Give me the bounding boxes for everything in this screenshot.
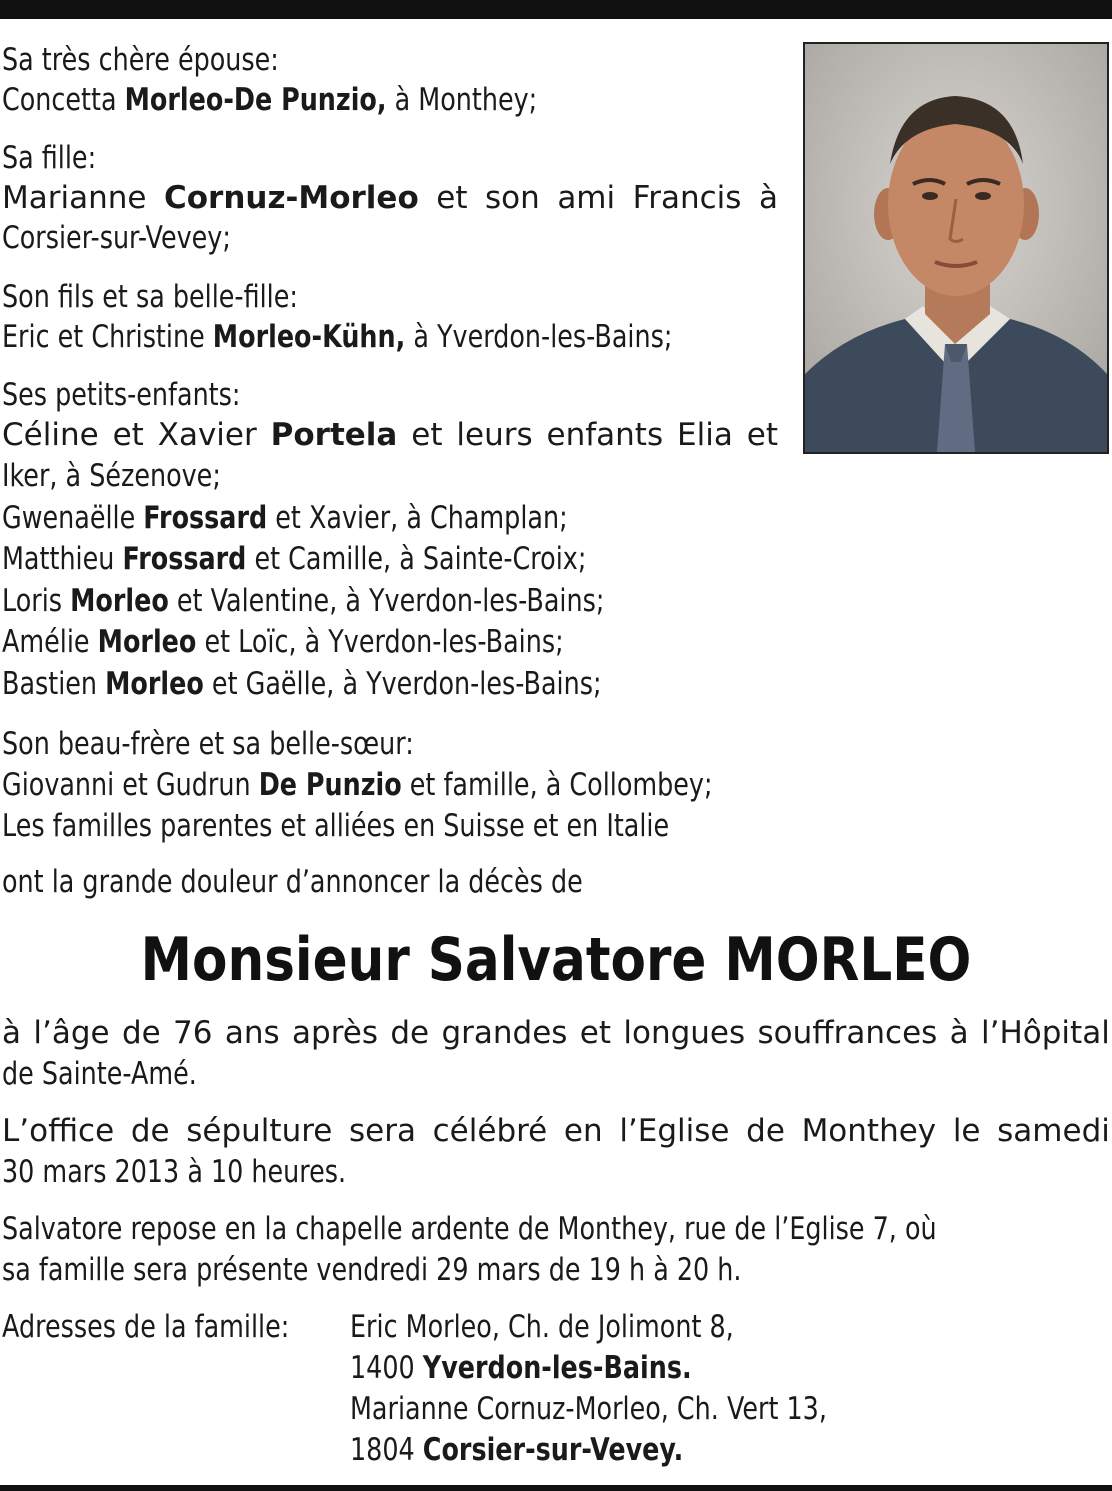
daughter-name: Cornuz-Morleo xyxy=(163,180,419,216)
word: l’Eglise xyxy=(619,1113,730,1149)
word: L’office xyxy=(2,1113,115,1149)
word: enfants xyxy=(546,417,664,453)
word: le xyxy=(952,1113,981,1149)
grandchild-row xyxy=(2,498,568,538)
word: son xyxy=(485,180,540,216)
word: Elia xyxy=(677,417,733,453)
funeral-cont: 30 mars 2013 à 10 heures. xyxy=(2,1154,347,1190)
grandchild-rest: et Xavier, à Champlan; xyxy=(275,500,568,536)
word: l’Hôpital xyxy=(981,1015,1110,1051)
address-1-zip: 1400 xyxy=(350,1350,415,1386)
address-2-line1: Marianne Cornuz-Morleo, Ch. Vert 13, xyxy=(350,1391,827,1427)
son-heading: Son fils et sa belle-fille: xyxy=(2,279,298,315)
word: l’âge xyxy=(33,1015,110,1051)
inlaws-name: De Punzio xyxy=(258,767,402,803)
grandchild-first: Loris xyxy=(2,583,63,619)
son-first: Eric et Christine xyxy=(2,319,205,355)
word: ami xyxy=(557,180,616,216)
wife-name: Morleo-De Punzio, xyxy=(124,82,387,118)
word: célébré xyxy=(432,1113,548,1149)
address-2-line2 xyxy=(350,1430,683,1470)
grandchildren-cont: Iker, à Sézenove; xyxy=(2,458,221,494)
grandchild-name: Frossard xyxy=(143,500,268,536)
wife-first: Concetta xyxy=(2,82,117,118)
portrait-photo xyxy=(803,42,1109,454)
word: à xyxy=(949,1015,969,1051)
word: leurs xyxy=(456,417,533,453)
grandchild-rest: et Valentine, à Yverdon-les-Bains; xyxy=(176,583,605,619)
inlaws-line xyxy=(2,765,713,805)
vigil-line-1: Salvatore repose en la chapelle ardente de Monthey, rue de l’Eglise 7, où xyxy=(2,1211,937,1247)
word: à xyxy=(758,180,778,216)
word: de xyxy=(390,1015,430,1051)
grandchild-first: Bastien xyxy=(2,666,98,702)
word: à xyxy=(2,1015,21,1051)
address-1-line2 xyxy=(350,1348,692,1388)
word: 76 xyxy=(173,1015,213,1051)
address-1-line1: Eric Morleo, Ch. de Jolimont 8, xyxy=(350,1309,734,1345)
age-line xyxy=(2,1013,1110,1053)
grandchild-row xyxy=(2,581,604,621)
grandchild-name: Morleo xyxy=(97,624,197,660)
announce-line: ont la grande douleur d’annoncer la décès de xyxy=(2,864,583,900)
son-place: à Yverdon-les-Bains; xyxy=(413,319,673,355)
grandchild-row xyxy=(2,539,586,579)
word: sera xyxy=(349,1113,416,1149)
grandchild-name: Frossard xyxy=(122,541,247,577)
grandchild-name: Morleo xyxy=(70,583,169,619)
inlaws-first: Giovanni et Gudrun xyxy=(2,767,251,803)
wife-line xyxy=(2,80,537,120)
addresses-label: Adresses de la famille: xyxy=(2,1309,290,1345)
word: Monthey xyxy=(801,1113,937,1149)
grandchildren-line xyxy=(2,415,778,455)
inlaws-rest: et famille, à Collombey; xyxy=(409,767,713,803)
word: et xyxy=(579,1015,612,1051)
word: en xyxy=(563,1113,603,1149)
vigil-line-2: sa famille sera présente vendredi 29 mars de 19 h à 20 h. xyxy=(2,1252,742,1288)
grandchild-name: Morleo xyxy=(105,666,204,702)
word: et xyxy=(746,417,778,453)
daughter-heading: Sa fille: xyxy=(2,140,97,176)
grandchild-row xyxy=(2,664,602,704)
word: Francis xyxy=(632,180,742,216)
word: samedi xyxy=(997,1113,1110,1149)
age-cont: de Sainte-Amé. xyxy=(2,1056,197,1092)
deceased-name-title: Monsieur Salvatore MORLEO xyxy=(140,925,972,995)
address-1-city: Yverdon-les-Bains. xyxy=(422,1350,692,1386)
grandchild-first: Gwenaëlle xyxy=(2,500,136,536)
grandchild-row xyxy=(2,622,564,662)
grandchildren-heading: Ses petits-enfants: xyxy=(2,377,241,413)
grandchild-rest: et Gaëlle, à Yverdon-les-Bains; xyxy=(211,666,602,702)
address-2-city: Corsier-sur-Vevey. xyxy=(422,1432,684,1468)
grandchild-first: Amélie xyxy=(2,624,90,660)
word: ans xyxy=(224,1015,280,1051)
word: grandes xyxy=(441,1015,568,1051)
bottom-rule xyxy=(0,1485,1112,1491)
address-2-zip: 1804 xyxy=(350,1432,415,1468)
wife-place: à Monthey; xyxy=(394,82,538,118)
word: après xyxy=(292,1015,378,1051)
word: Xavier xyxy=(157,417,257,453)
daughter-cont: Corsier-sur-Vevey; xyxy=(2,220,231,256)
word: et xyxy=(436,180,468,216)
grandchild-name: Portela xyxy=(270,417,398,453)
son-line xyxy=(2,317,672,357)
word: Marianne xyxy=(2,180,147,216)
grandchild-rest: et Loïc, à Yverdon-les-Bains; xyxy=(204,624,564,660)
word: longues xyxy=(623,1015,746,1051)
grandchild-rest: et Camille, à Sainte-Croix; xyxy=(254,541,587,577)
daughter-line xyxy=(2,178,778,218)
word: et xyxy=(411,417,443,453)
word: de xyxy=(746,1113,785,1149)
top-rule xyxy=(0,0,1112,19)
son-name: Morleo-Kühn, xyxy=(212,319,406,355)
word: souffrances xyxy=(757,1015,938,1051)
families-line: Les familles parentes et alliées en Suisse et en Italie xyxy=(2,808,670,844)
word: de xyxy=(121,1015,161,1051)
funeral-line xyxy=(2,1111,1110,1151)
grandchild-first: Matthieu xyxy=(2,541,115,577)
word: et xyxy=(112,417,144,453)
word: sépulture xyxy=(186,1113,333,1149)
word: Céline xyxy=(2,417,99,453)
inlaws-heading: Son beau-frère et sa belle-sœur: xyxy=(2,726,414,762)
word: de xyxy=(130,1113,170,1149)
wife-heading: Sa très chère épouse: xyxy=(2,42,279,78)
